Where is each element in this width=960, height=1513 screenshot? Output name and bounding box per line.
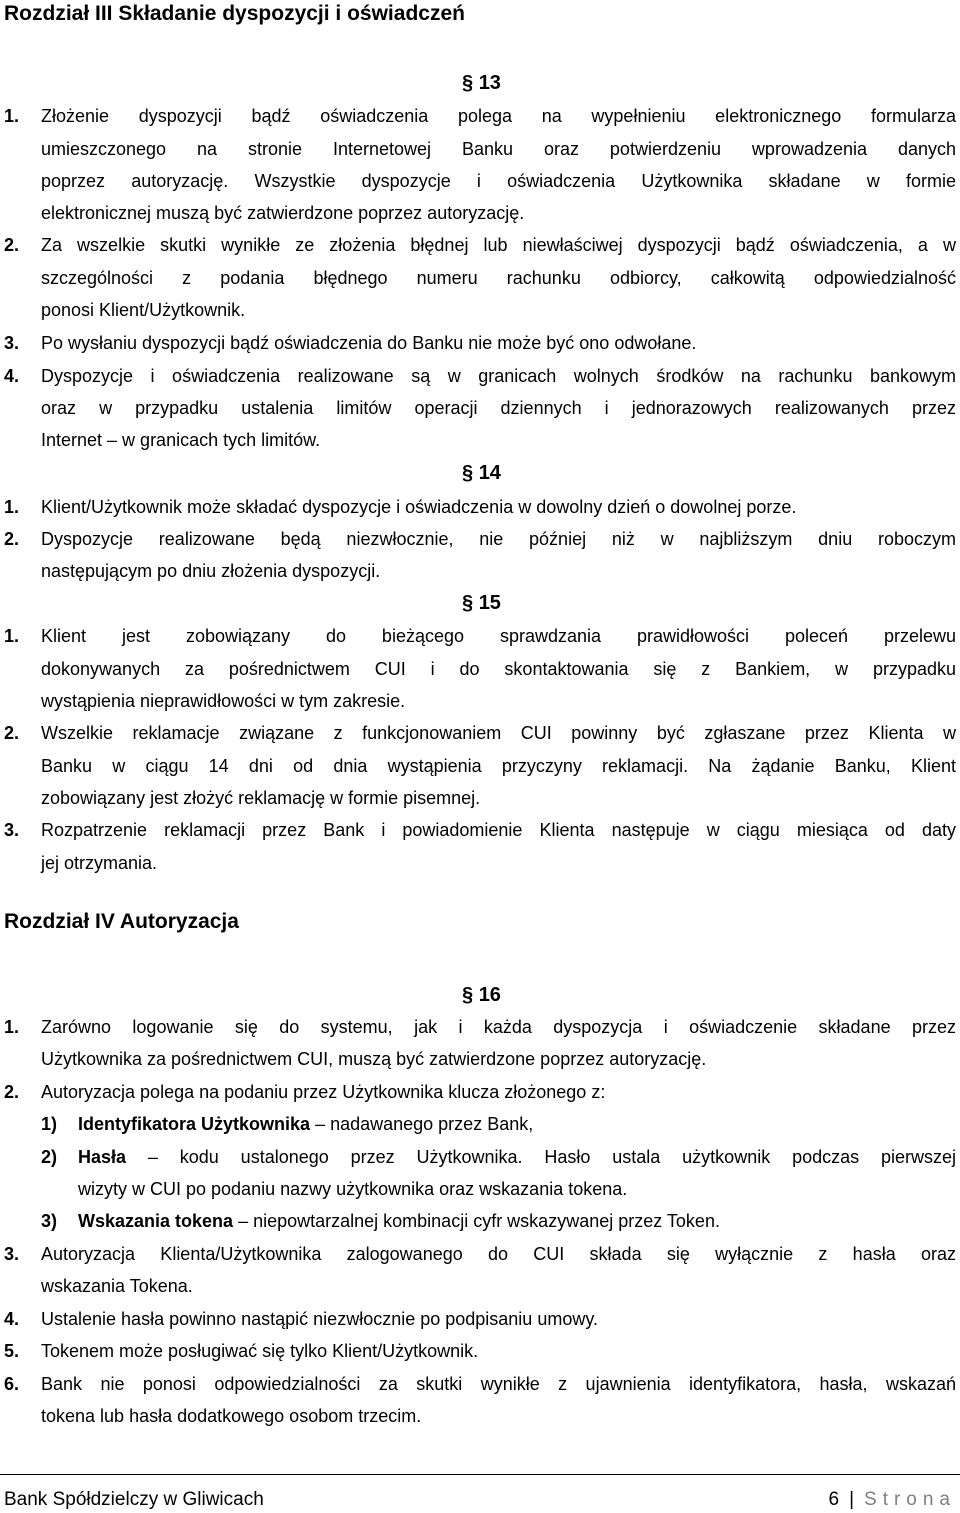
paragraph-line: wystąpienia nieprawidłowości w tym zakresie. xyxy=(41,691,406,711)
paragraph-line: umieszczonego na stronie Internetowej Banku oraz potwierdzeniu wprowadzenia danych xyxy=(41,139,956,159)
chapter-3-title: Rozdział III Składanie dyspozycji i oświadczeń xyxy=(4,2,465,25)
item-number: 1. xyxy=(4,106,20,126)
footer-page-info xyxy=(829,1488,957,1512)
item-number: 1. xyxy=(4,1017,20,1037)
section-14-heading: § 14 xyxy=(462,462,501,484)
item-number: 3. xyxy=(4,333,20,353)
item-number: 2. xyxy=(4,1082,20,1102)
item-number: 3. xyxy=(4,820,20,840)
item-number: 4. xyxy=(4,366,20,386)
page-word: Strona xyxy=(864,1489,956,1510)
item-number: 1. xyxy=(4,626,20,646)
paragraph-line: Bank nie ponosi odpowiedzialności za skutki wynikłe z ujawnienia identyfikatora, hasła, wskazań xyxy=(41,1374,956,1394)
paragraph-line: Tokenem może posługiwać się tylko Klient/Użytkownik. xyxy=(41,1341,479,1361)
item-number: 3. xyxy=(4,1244,20,1264)
footer-bank-name: Bank Spółdzielczy w Gliwicach xyxy=(4,1489,264,1510)
sub-item-number: 3) xyxy=(41,1211,58,1231)
paragraph-line: następującym po dniu złożenia dyspozycji. xyxy=(41,561,381,581)
paragraph-line: Za wszelkie skutki wynikłe ze złożenia błędnej lub niewłaściwej dyspozycji bądź oświadczenia, a w xyxy=(41,235,956,255)
section-15-heading: § 15 xyxy=(462,592,501,614)
paragraph-line: Dyspozycje realizowane będą niezwłocznie, nie później niż w najbliższym dniu roboczym xyxy=(41,529,956,549)
paragraph-line: ponosi Klient/Użytkownik. xyxy=(41,300,246,320)
paragraph-line: Autoryzacja Klienta/Użytkownika zalogowanego do CUI składa się wyłącznie z hasła oraz xyxy=(41,1244,956,1264)
paragraph-line: Rozpatrzenie reklamacji przez Bank i powiadomienie Klienta następuje w ciągu miesiąca od daty xyxy=(41,820,956,840)
item-number: 2. xyxy=(4,723,20,743)
footer-separator: | xyxy=(849,1489,855,1510)
section-16-heading: § 16 xyxy=(462,984,501,1006)
chapter-4-title: Rozdział IV Autoryzacja xyxy=(4,910,239,933)
item-number: 6. xyxy=(4,1374,20,1394)
paragraph-line: Autoryzacja polega na podaniu przez Użytkownika klucza złożonego z: xyxy=(41,1082,606,1102)
sub-item-line: Hasła – kodu ustalonego przez Użytkownika. Hasło ustala użytkownik podczas pierwszej xyxy=(78,1147,956,1167)
sub-item-number: 1) xyxy=(41,1114,58,1134)
paragraph-line: Dyspozycje i oświadczenia realizowane są w granicach wolnych środków na rachunku bankowym xyxy=(41,366,956,386)
paragraph-line: Internet – w granicach tych limitów. xyxy=(41,430,321,450)
paragraph-line: Klient/Użytkownik może składać dyspozycje i oświadczenia w dowolny dzień o dowolnej porze. xyxy=(41,497,797,517)
footer-divider xyxy=(0,1474,960,1475)
paragraph-line: Po wysłaniu dyspozycji bądź oświadczenia do Banku nie może być ono odwołane. xyxy=(41,333,697,353)
paragraph-line: Złożenie dyspozycji bądź oświadczenia polega na wypełnieniu elektronicznego formularza xyxy=(41,106,956,126)
paragraph-line: zobowiązany jest złożyć reklamację w formie pisemnej. xyxy=(41,788,481,808)
paragraph-line: dokonywanych za pośrednictwem CUI i do skontaktowania się z Bankiem, w przypadku xyxy=(41,659,956,679)
item-number: 2. xyxy=(4,529,20,549)
paragraph-line: wskazania Tokena. xyxy=(41,1276,193,1296)
paragraph-line: oraz w przypadku ustalenia limitów operacji dziennych i jednorazowych realizowanych przez xyxy=(41,398,956,418)
paragraph-line: Użytkownika za pośrednictwem CUI, muszą być zatwierdzone poprzez autoryzację. xyxy=(41,1049,707,1069)
paragraph-line: Klient jest zobowiązany do bieżącego sprawdzania prawidłowości poleceń przelewu xyxy=(41,626,956,646)
paragraph-line: tokena lub hasła dodatkowego osobom trzecim. xyxy=(41,1406,422,1426)
paragraph-line: jej otrzymania. xyxy=(41,853,158,873)
paragraph-line: szczególności z podania błędnego numeru rachunku odbiorcy, całkowitą odpowiedzialność xyxy=(41,268,956,288)
paragraph-line: Zarówno logowanie się do systemu, jak i każda dyspozycja i oświadczenie składane przez xyxy=(41,1017,956,1037)
sub-item-number: 2) xyxy=(41,1147,58,1167)
paragraph-line: elektronicznej muszą być zatwierdzone poprzez autoryzację. xyxy=(41,203,525,223)
item-number: 2. xyxy=(4,235,20,255)
page-number: 6 xyxy=(828,1489,840,1510)
sub-item-line: Identyfikatora Użytkownika – nadawanego przez Bank, xyxy=(78,1114,534,1134)
item-number: 1. xyxy=(4,497,20,517)
sub-item-line: Wskazania tokena – niepowtarzalnej kombinacji cyfr wskazywanej przez Token. xyxy=(78,1211,720,1231)
paragraph-line: Banku w ciągu 14 dni od dnia wystąpienia przyczyny reklamacji. Na żądanie Banku, Klient xyxy=(41,756,956,776)
sub-item-continuation: wizyty w CUI po podaniu nazwy użytkownika oraz wskazania tokena. xyxy=(78,1179,628,1199)
item-number: 5. xyxy=(4,1341,20,1361)
section-13-heading: § 13 xyxy=(462,72,501,94)
paragraph-line: Wszelkie reklamacje związane z funkcjonowaniem CUI powinny być zgłaszane przez Klienta w xyxy=(41,723,956,743)
item-number: 4. xyxy=(4,1309,20,1329)
paragraph-line: Ustalenie hasła powinno nastąpić niezwłocznie po podpisaniu umowy. xyxy=(41,1309,598,1329)
paragraph-line: poprzez autoryzację. Wszystkie dyspozycje i oświadczenia Użytkownika składane w formie xyxy=(41,171,956,191)
